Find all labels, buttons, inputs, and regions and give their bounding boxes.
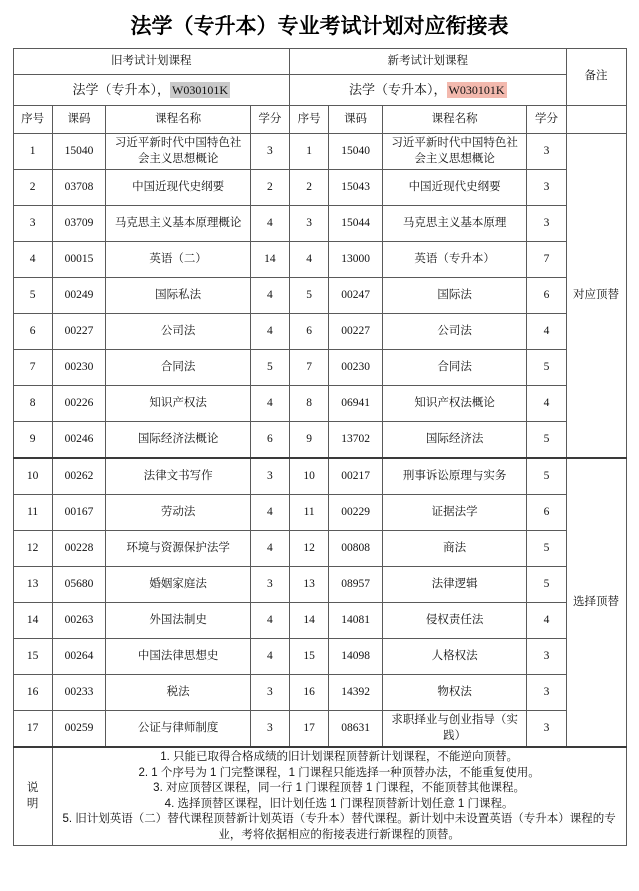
- new-credit: 3: [527, 711, 566, 748]
- old-course-name: 国际私法: [106, 278, 250, 314]
- new-credit: 3: [527, 639, 566, 675]
- new-course-name: 国际经济法: [382, 422, 526, 459]
- old-seq: 12: [13, 531, 52, 567]
- table-row: [13, 278, 626, 314]
- new-code: 06941: [329, 386, 383, 422]
- table-row: [13, 458, 626, 495]
- old-plan-header: 旧考试计划课程: [13, 49, 290, 75]
- col-new-credit: 学分: [527, 106, 566, 134]
- new-course-name: 物权法: [382, 675, 526, 711]
- new-credit: 7: [527, 242, 566, 278]
- new-course-name: 商法: [382, 531, 526, 567]
- old-course-name: 公司法: [106, 314, 250, 350]
- table-row: [13, 134, 626, 170]
- note-item: 1. 只能已取得合格成绩的旧计划课程顶替新计划课程，不能逆向顶替。: [160, 751, 518, 764]
- note-item: 5. 旧计划英语（二）替代课程顶替新计划英语（专升本）替代课程。新计划中未设置英语（专升本）课程的专业，考将依据相应的衔接表进行新课程的顶替。: [62, 813, 616, 841]
- new-seq: 2: [290, 170, 329, 206]
- table-row: [13, 639, 626, 675]
- old-code: 05680: [52, 567, 106, 603]
- old-code: 00228: [52, 531, 106, 567]
- old-course-name: 习近平新时代中国特色社会主义思想概论: [106, 134, 250, 170]
- old-course-name: 环境与资源保护法学: [106, 531, 250, 567]
- new-credit: 5: [527, 422, 566, 459]
- old-credit: 4: [250, 278, 289, 314]
- new-course-name: 法律逻辑: [382, 567, 526, 603]
- old-seq: 15: [13, 639, 52, 675]
- old-course-name: 中国法律思想史: [106, 639, 250, 675]
- old-course-name: 公证与律师制度: [106, 711, 250, 748]
- old-seq: 7: [13, 350, 52, 386]
- old-seq: 6: [13, 314, 52, 350]
- table-row: [13, 242, 626, 278]
- old-course-name: 国际经济法概论: [106, 422, 250, 459]
- new-credit: 5: [527, 458, 566, 495]
- old-course-name: 法律文书写作: [106, 458, 250, 495]
- old-code: 03708: [52, 170, 106, 206]
- old-course-name: 劳动法: [106, 495, 250, 531]
- notes-label: [13, 747, 52, 846]
- old-credit: 4: [250, 531, 289, 567]
- table-row: [13, 531, 626, 567]
- old-code: 00246: [52, 422, 106, 459]
- table-row: [13, 206, 626, 242]
- new-credit: 4: [527, 603, 566, 639]
- new-course-name: 中国近现代史纲要: [382, 170, 526, 206]
- table-row: [13, 603, 626, 639]
- new-seq: 14: [290, 603, 329, 639]
- old-credit: 4: [250, 603, 289, 639]
- col-new-seq: 序号: [290, 106, 329, 134]
- new-plan-header: 新考试计划课程: [290, 49, 567, 75]
- new-code: 13702: [329, 422, 383, 459]
- new-seq: 7: [290, 350, 329, 386]
- old-seq: 16: [13, 675, 52, 711]
- old-code: 00262: [52, 458, 106, 495]
- new-seq: 17: [290, 711, 329, 748]
- old-code: 00263: [52, 603, 106, 639]
- remark-group-2: 选择顶替: [566, 458, 626, 747]
- old-major-cell: [13, 75, 290, 106]
- new-credit: 3: [527, 206, 566, 242]
- new-seq: 10: [290, 458, 329, 495]
- remark-header: 备注: [566, 49, 626, 106]
- new-credit: 5: [527, 531, 566, 567]
- old-credit: 6: [250, 422, 289, 459]
- new-major-cell: [290, 75, 567, 106]
- old-seq: 5: [13, 278, 52, 314]
- old-credit: 14: [250, 242, 289, 278]
- page-title: 法学（专升本）专业考试计划对应衔接表: [130, 14, 509, 38]
- new-code: 14098: [329, 639, 383, 675]
- old-credit: 4: [250, 206, 289, 242]
- table-row: [13, 386, 626, 422]
- note-item: 4. 选择顶替区课程，旧计划任选 1 门课程顶替新计划任意 1 门课程。: [164, 797, 514, 810]
- new-code: 15040: [329, 134, 383, 170]
- course-mapping-table: [13, 48, 627, 846]
- new-course-name: 知识产权法概论: [382, 386, 526, 422]
- old-credit: 3: [250, 675, 289, 711]
- new-code: 14392: [329, 675, 383, 711]
- new-major-code: W030101K: [448, 82, 505, 97]
- old-code: 00230: [52, 350, 106, 386]
- old-seq: 17: [13, 711, 52, 748]
- new-code: 00230: [329, 350, 383, 386]
- old-seq: 1: [13, 134, 52, 170]
- old-code: 00233: [52, 675, 106, 711]
- new-credit: 6: [527, 495, 566, 531]
- old-credit: 4: [250, 639, 289, 675]
- old-credit: 3: [250, 458, 289, 495]
- old-code: 00264: [52, 639, 106, 675]
- old-seq: 14: [13, 603, 52, 639]
- new-credit: 5: [527, 567, 566, 603]
- old-seq: 4: [13, 242, 52, 278]
- old-course-name: 马克思主义基本原理概论: [106, 206, 250, 242]
- new-course-name: 证据法学: [382, 495, 526, 531]
- new-course-name: 刑事诉讼原理与实务: [382, 458, 526, 495]
- new-credit: 5: [527, 350, 566, 386]
- table-row: [13, 170, 626, 206]
- new-seq: 8: [290, 386, 329, 422]
- notes-body: [52, 747, 626, 846]
- col-old-course: 课程名称: [106, 106, 250, 134]
- remark-group-1: 对应顶替: [566, 134, 626, 459]
- new-code: 00217: [329, 458, 383, 495]
- old-credit: 3: [250, 711, 289, 748]
- col-old-seq: 序号: [13, 106, 52, 134]
- new-code: 08631: [329, 711, 383, 748]
- new-course-name: 马克思主义基本原理: [382, 206, 526, 242]
- old-course-name: 中国近现代史纲要: [106, 170, 250, 206]
- new-seq: 16: [290, 675, 329, 711]
- old-major-code: W030101K: [172, 82, 229, 97]
- old-credit: 5: [250, 350, 289, 386]
- old-code: 00167: [52, 495, 106, 531]
- new-course-name: 侵权责任法: [382, 603, 526, 639]
- old-seq: 2: [13, 170, 52, 206]
- new-seq: 6: [290, 314, 329, 350]
- col-new-code: 课码: [329, 106, 383, 134]
- old-credit: 4: [250, 386, 289, 422]
- old-code: 03709: [52, 206, 106, 242]
- old-course-name: 合同法: [106, 350, 250, 386]
- new-course-name: 国际法: [382, 278, 526, 314]
- table-row: [13, 567, 626, 603]
- table-row: [13, 495, 626, 531]
- table-column-header-row: [13, 106, 626, 134]
- table-row: [13, 422, 626, 459]
- notes-label-line2: 明: [26, 797, 39, 810]
- new-course-name: 习近平新时代中国特色社会主义思想概论: [382, 134, 526, 170]
- old-code: 15040: [52, 134, 106, 170]
- old-seq: 8: [13, 386, 52, 422]
- new-seq: 11: [290, 495, 329, 531]
- notes-label-line1: 说: [26, 782, 39, 795]
- old-code: 00015: [52, 242, 106, 278]
- new-course-name: 求职择业与创业指导（实践）: [382, 711, 526, 748]
- table-row: [13, 350, 626, 386]
- notes-row: [13, 747, 626, 846]
- new-seq: 1: [290, 134, 329, 170]
- table-row: [13, 675, 626, 711]
- new-code: 13000: [329, 242, 383, 278]
- old-course-name: 知识产权法: [106, 386, 250, 422]
- col-old-credit: 学分: [250, 106, 289, 134]
- col-new-course: 课程名称: [382, 106, 526, 134]
- note-item: 3. 对应顶替区课程，同一行 1 门课程顶替 1 门课程，不能顶替其他课程。: [153, 782, 526, 795]
- new-seq: 9: [290, 422, 329, 459]
- old-course-name: 外国法制史: [106, 603, 250, 639]
- new-credit: 4: [527, 314, 566, 350]
- new-code: 00247: [329, 278, 383, 314]
- new-seq: 15: [290, 639, 329, 675]
- new-seq: 4: [290, 242, 329, 278]
- new-credit: 3: [527, 134, 566, 170]
- old-seq: 11: [13, 495, 52, 531]
- col-old-code: 课码: [52, 106, 106, 134]
- new-code: 14081: [329, 603, 383, 639]
- old-course-name: 英语（二）: [106, 242, 250, 278]
- new-code: 00229: [329, 495, 383, 531]
- new-course-name: 合同法: [382, 350, 526, 386]
- old-code: 00227: [52, 314, 106, 350]
- old-code: 00249: [52, 278, 106, 314]
- old-seq: 3: [13, 206, 52, 242]
- new-code: 00227: [329, 314, 383, 350]
- old-seq: 10: [13, 458, 52, 495]
- new-code: 08957: [329, 567, 383, 603]
- new-major-label: 法学（专升本），: [349, 81, 447, 97]
- table-row: [13, 314, 626, 350]
- new-course-name: 英语（专升本）: [382, 242, 526, 278]
- new-code: 00808: [329, 531, 383, 567]
- table-row: [13, 711, 626, 748]
- note-item: 2. 1 个序号为 1 门完整课程，1 门课程只能选择一种顶替办法，不能重复使用。: [138, 766, 540, 779]
- new-credit: 6: [527, 278, 566, 314]
- old-credit: 3: [250, 134, 289, 170]
- table-group-header-row: [13, 49, 626, 75]
- old-major-label: 法学（专升本），: [72, 81, 171, 97]
- new-credit: 4: [527, 386, 566, 422]
- old-seq: 9: [13, 422, 52, 459]
- new-seq: 13: [290, 567, 329, 603]
- old-credit: 4: [250, 495, 289, 531]
- old-code: 00226: [52, 386, 106, 422]
- new-code: 15044: [329, 206, 383, 242]
- new-seq: 5: [290, 278, 329, 314]
- new-course-name: 公司法: [382, 314, 526, 350]
- new-seq: 12: [290, 531, 329, 567]
- old-credit: 4: [250, 314, 289, 350]
- old-course-name: 婚姻家庭法: [106, 567, 250, 603]
- new-credit: 3: [527, 675, 566, 711]
- table-major-row: [13, 75, 626, 106]
- old-seq: 13: [13, 567, 52, 603]
- new-seq: 3: [290, 206, 329, 242]
- old-course-name: 税法: [106, 675, 250, 711]
- old-code: 00259: [52, 711, 106, 748]
- col-remark: [566, 106, 626, 134]
- old-credit: 3: [250, 567, 289, 603]
- new-code: 15043: [329, 170, 383, 206]
- new-credit: 3: [527, 170, 566, 206]
- old-credit: 2: [250, 170, 289, 206]
- new-course-name: 人格权法: [382, 639, 526, 675]
